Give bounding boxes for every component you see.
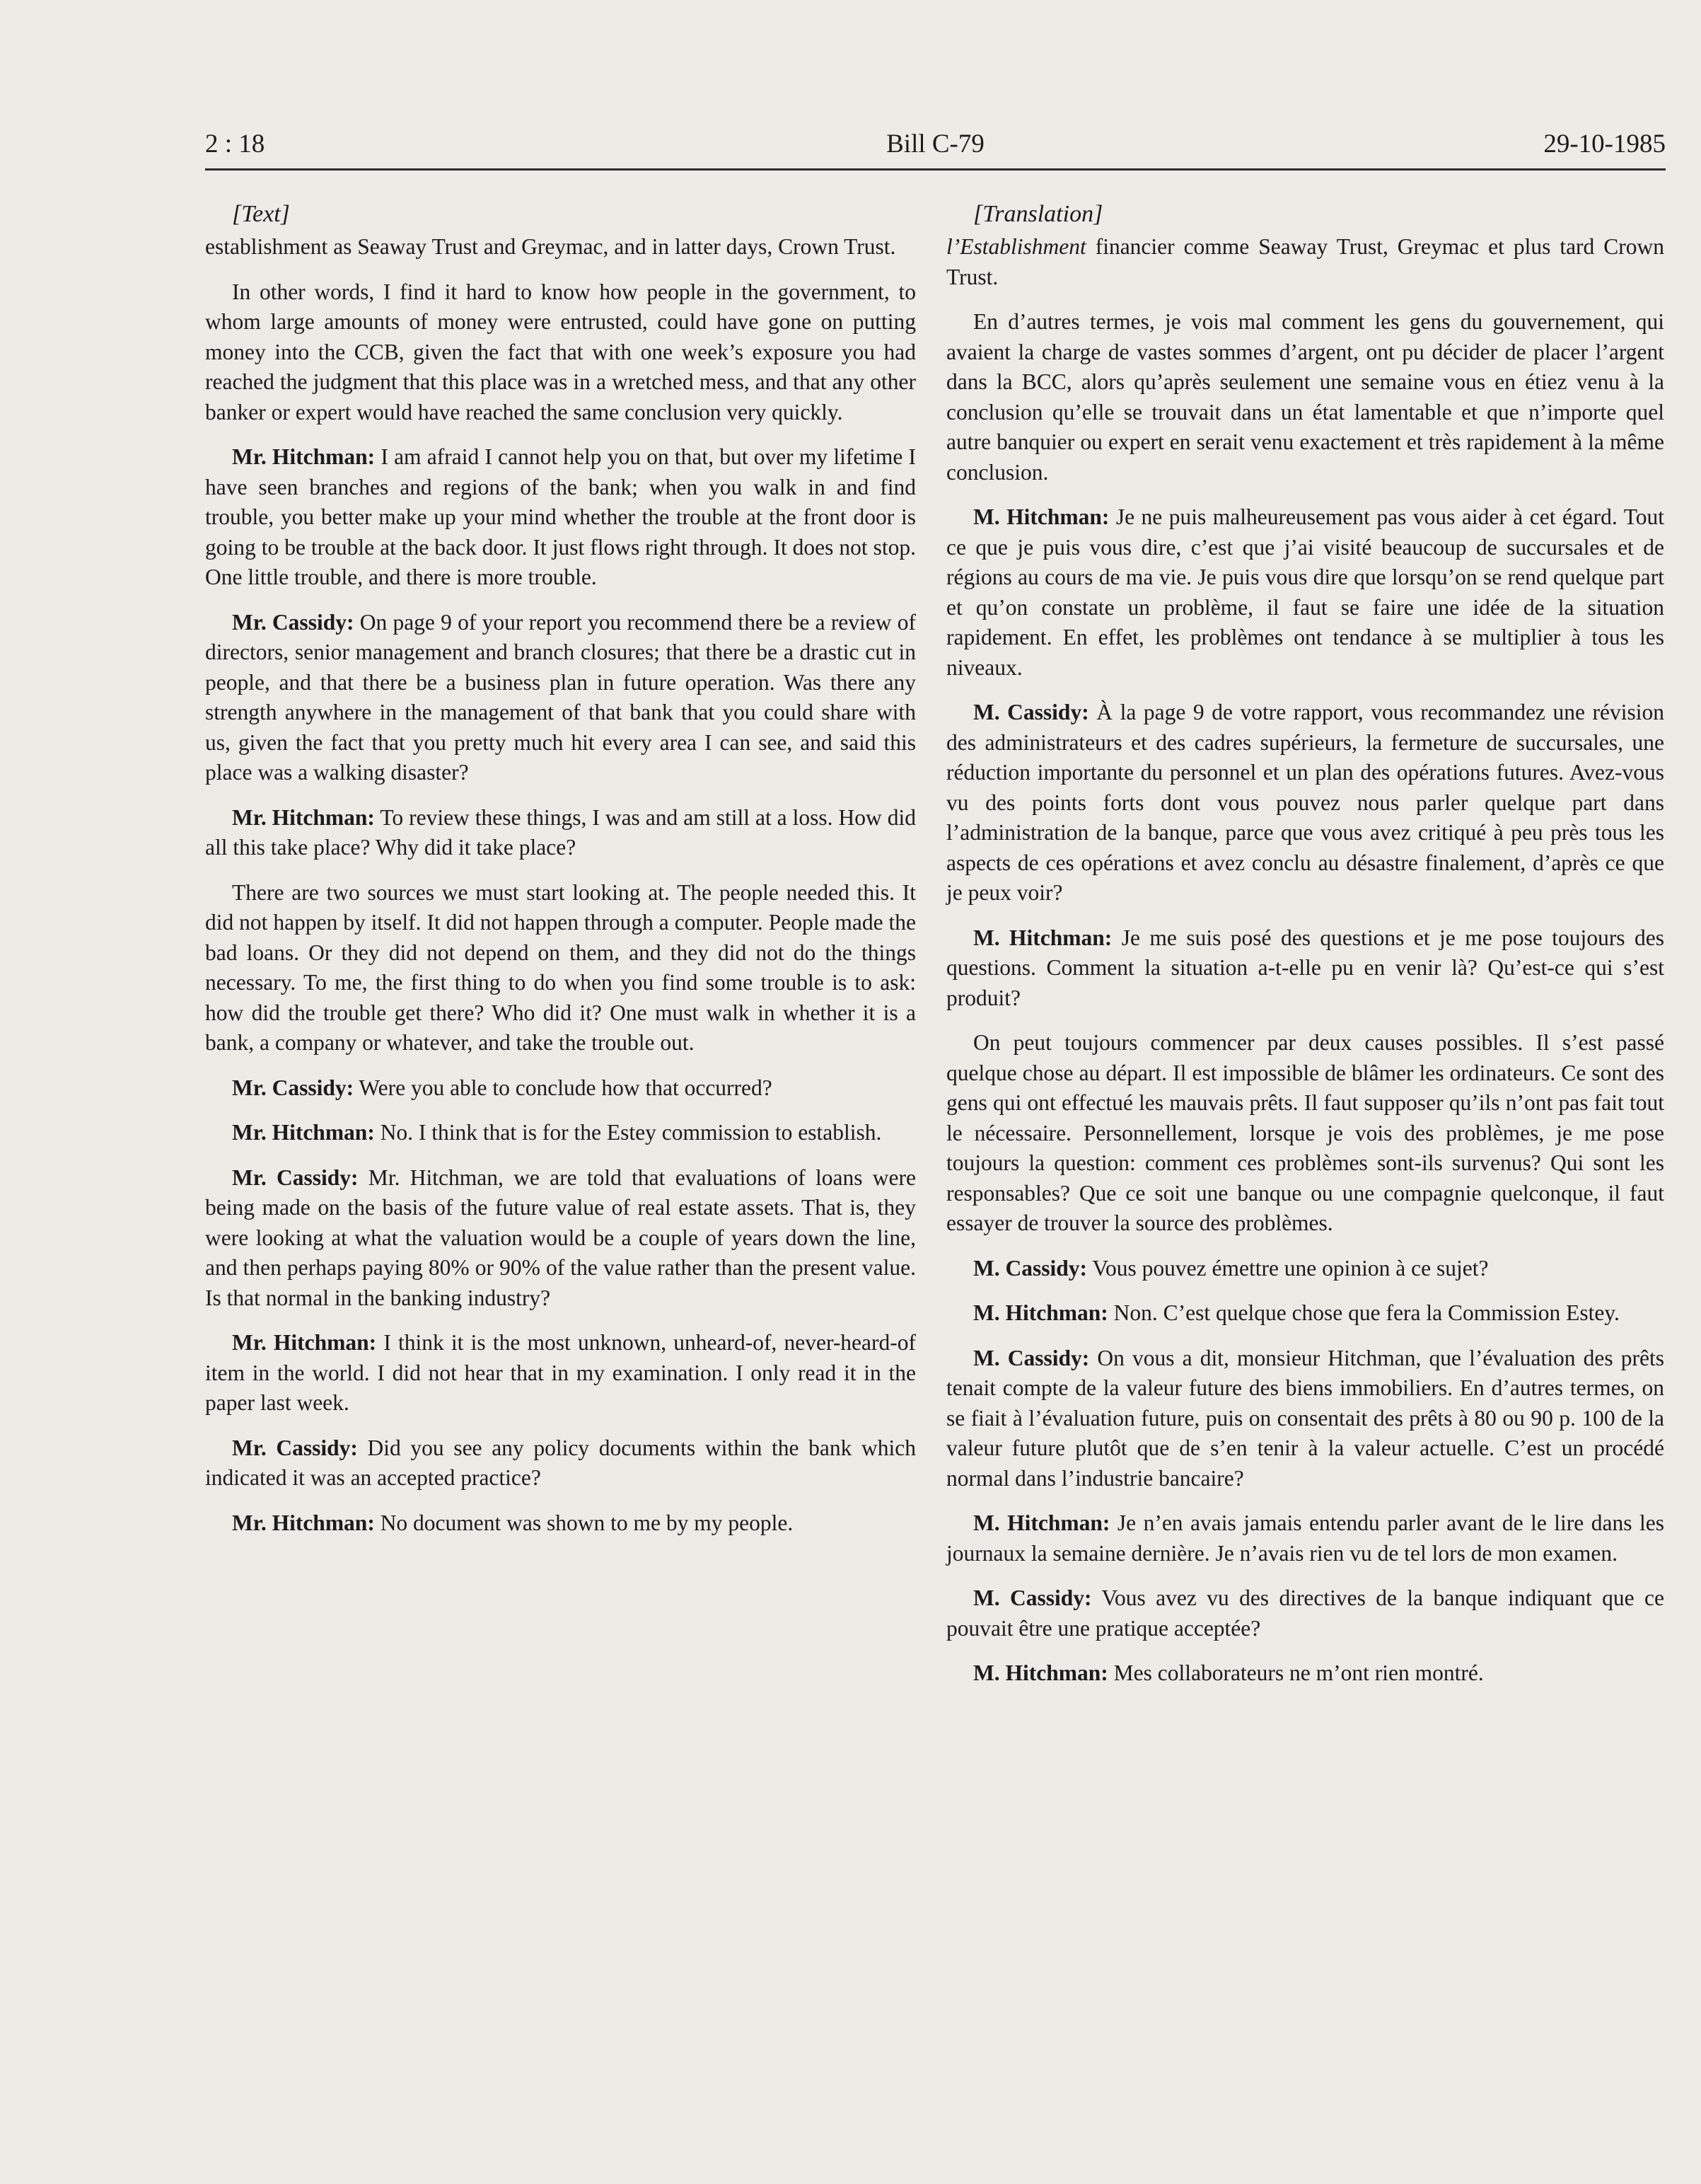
speaker-name: M. Hitchman: <box>973 504 1110 529</box>
speaker-name: Mr. Hitchman: <box>232 804 375 830</box>
speaker-name: Mr. Hitchman: <box>232 444 376 469</box>
speaker-name: Mr. Hitchman: <box>232 1120 375 1145</box>
paragraph: Mr. Hitchman: No document was shown to me by my people. <box>232 1510 794 1535</box>
speaker-name: Mr. Hitchman: <box>232 1510 375 1535</box>
speaker-name: M. Cassidy: <box>973 700 1089 724</box>
paragraph: En d’autres termes, je vois mal comment les gens du gouvernement, qui avaient la charge de vastes sommes d’argent, ont pu décider de placer l’argent dans la BCC, alors qu’après seulement une semaine vous en étiez venu à la conclusion qu’elle se trouvait dans un état lamentable et que n’importe quel autre banquier ou expert en serait venu exactement et très rapidement à la même conclusion. <box>946 309 1664 485</box>
english-column <box>205 197 916 1553</box>
speaker-name: Mr. Cassidy: <box>232 1435 358 1460</box>
text-label: [Text] <box>232 201 290 227</box>
speaker-name: M. Hitchman: <box>973 1660 1108 1685</box>
paragraph: establishment as Seaway Trust and Greymac, and in latter days, Crown Trust. <box>205 234 896 259</box>
french-column <box>946 197 1664 1704</box>
paragraph: M. Cassidy: On vous a dit, monsieur Hitchman, que l’évaluation des prêts tenait compte de la valeur future des biens immobiliers. En d’autres termes, on se fiait à l’évaluation future, puis on consentait des prêts à 80 ou 90 p. 100 de la valeur future plutôt que de s’en tenir à la valeur actuelle. C’est un procédé normal dans l’industrie bancaire? <box>946 1345 1664 1491</box>
page-header <box>205 120 1666 170</box>
paragraph: Mr. Cassidy: Did you see any policy documents within the bank which indicated it was an accepted practice? <box>205 1435 916 1490</box>
paragraph: Mr. Hitchman: I think it is the most unknown, unheard-of, never-heard-of item in the world. I did not hear that in my examination. I only read it in the paper last week. <box>205 1330 916 1415</box>
bill-title: Bill C-79 <box>886 129 985 158</box>
paragraph: Mr. Cassidy: On page 9 of your report you recommend there be a review of directors, senior management and branch closures; that there be a drastic cut in people, and that there be a business plan in future operation. Was there any strength anywhere in the management of that bank that you could share with us, given the fact that you pretty much hit every area I can see, and said this place was a walking disaster? <box>205 609 916 785</box>
paragraph: M. Cassidy: Vous avez vu des directives de la banque indiquant que ce pouvait être une pratique acceptée? <box>946 1585 1664 1641</box>
speaker-name: M. Hitchman: <box>973 925 1113 950</box>
paragraph: In other words, I find it hard to know how people in the government, to whom large amounts of money were entrusted, could have gone on putting money into the CCB, given the fact that with one week’s exposure you had reached the judgment that this place was in a wretched mess, and that any other banker or expert would have reached the same conclusion very quickly. <box>205 279 916 424</box>
speaker-name: M. Hitchman: <box>973 1300 1108 1325</box>
paragraph: M. Hitchman: Mes collaborateurs ne m’ont rien montré. <box>973 1660 1484 1685</box>
speaker-name: Mr. Cassidy: <box>232 1165 359 1190</box>
paragraph: There are two sources we must start looking at. The people needed this. It did not happen by itself. It did not happen through a computer. People made the bad loans. Or they did not depend on them, and they did not do the things necessary. To me, the first thing to do when you find some trouble is to ask: how did the trouble get there? Who did it? One must walk in whether it is a bank, a company or whatever, and take the trouble out. <box>205 879 916 1055</box>
speaker-name: Mr. Hitchman: <box>232 1330 377 1355</box>
document-date: 29-10-1985 <box>1543 129 1666 158</box>
paragraph: Mr. Cassidy: Mr. Hitchman, we are told that evaluations of loans were being made on the basis of the future value of real estate assets. That is, they were looking at what the valuation would be a couple of years down the line, and then perhaps paying 80% or 90% of the value rather than the present value. Is that normal in the banking industry? <box>205 1165 916 1310</box>
paragraph: Mr. Cassidy: Were you able to conclude how that occurred? <box>232 1075 772 1100</box>
paragraph: M. Hitchman: Je ne puis malheureusement pas vous aider à cet égard. Tout ce que je puis vous dire, c’est que j’ai visité beaucoup de succursales et de régions au cours de ma vie. Je puis vous dire que lorsqu’on se rend quelque part et qu’on constate un problème, il faut se faire une idée de la situation rapidement. En effet, les problèmes ont tendance à se multiplier à tous les niveaux. <box>946 504 1664 680</box>
paragraph: M. Cassidy: Vous pouvez émettre une opinion à ce sujet? <box>973 1255 1489 1281</box>
paragraph: M. Cassidy: À la page 9 de votre rapport, vous recommandez une révision des administrateurs et des cadres supérieurs, la fermeture de succursales, une réduction importante du personnel et un plan des opérations futures. Avez-vous vu des points forts dont vous pouvez nous parler quelque part dans l’administration de la banque, parce que vous avez critiqué à peu près tous les aspects de ces opérations et avez conclu au désastre finalement, d’après ce que je peux voir? <box>946 700 1664 905</box>
paragraph: M. Hitchman: Je n’en avais jamais entendu parler avant de le lire dans les journaux la semaine dernière. Je n’avais rien vu de tel lors de mon examen. <box>946 1510 1664 1566</box>
page-number: 2 : 18 <box>205 129 265 158</box>
paragraph: Mr. Hitchman: I am afraid I cannot help you on that, but over my lifetime I have seen branches and regions of the bank; when you walk in and find trouble, you better make up your mind whether the trouble at the front door is going to be trouble at the back door. It just flows right through. It does not stop. One little trouble, and there is more trouble. <box>205 444 917 589</box>
header-rule <box>205 168 1666 171</box>
paragraph: On peut toujours commencer par deux causes possibles. Il s’est passé quelque chose au départ. Il est impossible de blâmer les ordinateurs. Ce sont des gens qui ont effectué les mauvais prêts. Il faut supposer qu’ils n’ont pas fait tout le nécessaire. Personnellement, lorsque je vois des problèmes, je me pose toujours la question: comment ces problèmes sont-ils survenus? Qui sont les responsables? Que ce soit une banque ou une compagnie quelconque, il faut essayer de trouver la source des problèmes. <box>946 1030 1664 1235</box>
translation-label: [Translation] <box>973 201 1103 227</box>
paragraph: Mr. Hitchman: No. I think that is for the Estey commission to establish. <box>232 1120 882 1145</box>
speaker-name: M. Cassidy: <box>973 1585 1092 1610</box>
speaker-name: Mr. Cassidy: <box>232 609 354 635</box>
speaker-name: M. Hitchman: <box>973 1510 1110 1535</box>
paragraph: M. Hitchman: Non. C’est quelque chose que fera la Commission Estey. <box>973 1300 1620 1325</box>
speaker-name: M. Cassidy: <box>973 1255 1088 1281</box>
speaker-name: M. Cassidy: <box>973 1345 1090 1370</box>
paragraph: l’Establishment financier comme Seaway Trust, Greymac et plus tard Crown Trust. <box>946 234 1664 289</box>
speaker-name: Mr. Cassidy: <box>232 1075 354 1100</box>
paragraph: M. Hitchman: Je me suis posé des questions et je me pose toujours des questions. Comment la situation a-t-elle pu en venir là? Qu’est-ce qui s’est produit? <box>946 925 1664 1010</box>
paragraph: Mr. Hitchman: To review these things, I was and am still at a loss. How did all this take place? Why did it take place? <box>205 804 916 860</box>
